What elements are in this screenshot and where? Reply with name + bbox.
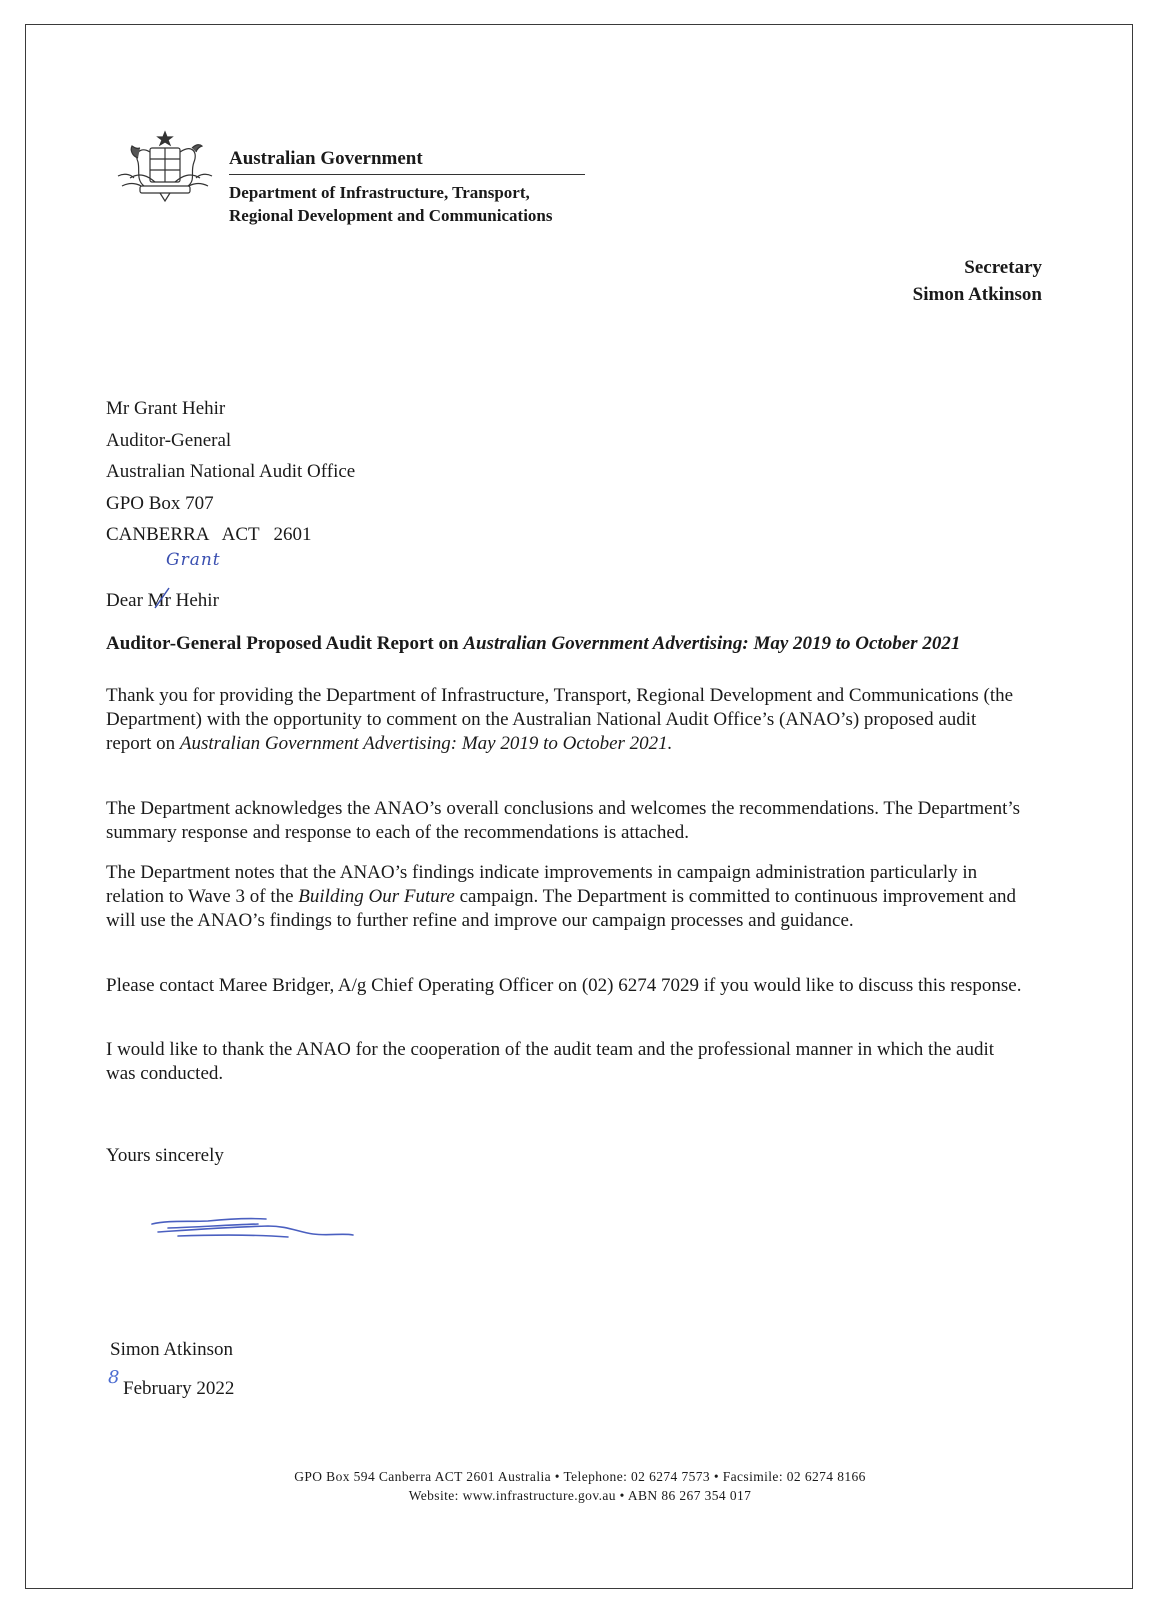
signature-mark [148, 1210, 358, 1250]
p1-italic: Australian Government Advertising: May 2019 to October 2021. [179, 733, 673, 754]
address-line: Auditor-General [106, 429, 232, 451]
address-line: CANBERRA ACT 2601 [106, 524, 312, 545]
sender-block [913, 254, 1042, 308]
department-line-2: Regional Development and Communications [229, 206, 553, 225]
header-divider [229, 174, 585, 175]
salutation [106, 590, 219, 612]
coat-of-arms-icon [110, 128, 220, 208]
p1-text: Thank you for providing the Department of Infrastructure, Transport, Regional Development and Communications (the Department) with the opportunity to comment on the Australian National Audit Office’s (ANAO’s) proposed audit report on [106, 685, 1014, 754]
handwritten-first-name: Grant [166, 550, 221, 570]
footer-line-1: GPO Box 594 Canberra ACT 2601 Australia • Telephone: 02 6274 7573 • Facsimile: 02 6274 8166 [294, 1469, 866, 1484]
handwritten-date-day: 8 [108, 1367, 120, 1388]
address-line: GPO Box 707 [106, 492, 214, 514]
subject-italic: Australian Government Advertising: May 2019 to October 2021 [463, 633, 961, 654]
salutation-title: Mr [147, 590, 171, 611]
closing: Yours sincerely [106, 1145, 224, 1166]
body-paragraph-3 [106, 861, 1026, 933]
sender-name: Simon Atkinson [912, 284, 1042, 305]
body-paragraph-2: The Department acknowledges the ANAO’s overall conclusions and welcomes the recommendations. The Department’s summary response and response to each of the recommendations is attached. [106, 798, 1021, 843]
department-line-1: Department of Infrastructure, Transport, [229, 183, 530, 202]
date-month-year: February 2022 [123, 1378, 235, 1399]
address-line: Mr Grant Hehir [106, 398, 226, 419]
salutation-name: Hehir [170, 590, 219, 611]
recipient-address [106, 393, 355, 551]
letter-date [110, 1378, 234, 1400]
p3-text-a: The Department notes that the ANAO’s findings indicate improvements in campaign administration particularly in relation to Wave 3 of the [106, 862, 978, 907]
sender-title: Secretary [964, 257, 1042, 278]
p3-text-b: campaign. The Department is committed to continuous improvement and will use the ANAO’s findings to further refine and improve our campaign processes and guidance. [106, 886, 1016, 931]
footer-line-2: Website: www.infrastructure.gov.au • ABN 86 267 354 017 [408, 1488, 752, 1503]
signatory-name: Simon Atkinson [110, 1339, 233, 1360]
p3-italic: Building Our Future [298, 886, 455, 907]
footer [0, 1467, 1160, 1505]
gov-name: Australian Government [229, 148, 423, 169]
body-paragraph-5: I would like to thank the ANAO for the cooperation of the audit team and the professional manner in which the audit was conducted. [106, 1039, 995, 1084]
strikethrough-mark [153, 586, 171, 612]
body-paragraph-4: Please contact Maree Bridger, A/g Chief Operating Officer on (02) 6274 7029 if you would like to discuss this response. [106, 975, 1022, 996]
address-line: Australian National Audit Office [106, 461, 356, 482]
subject-bold: Auditor-General Proposed Audit Report on [106, 633, 464, 654]
salutation-prefix: Dear [106, 590, 148, 611]
subject-line [106, 632, 1001, 656]
body-paragraph-1 [106, 684, 1026, 756]
department-name [229, 181, 552, 227]
